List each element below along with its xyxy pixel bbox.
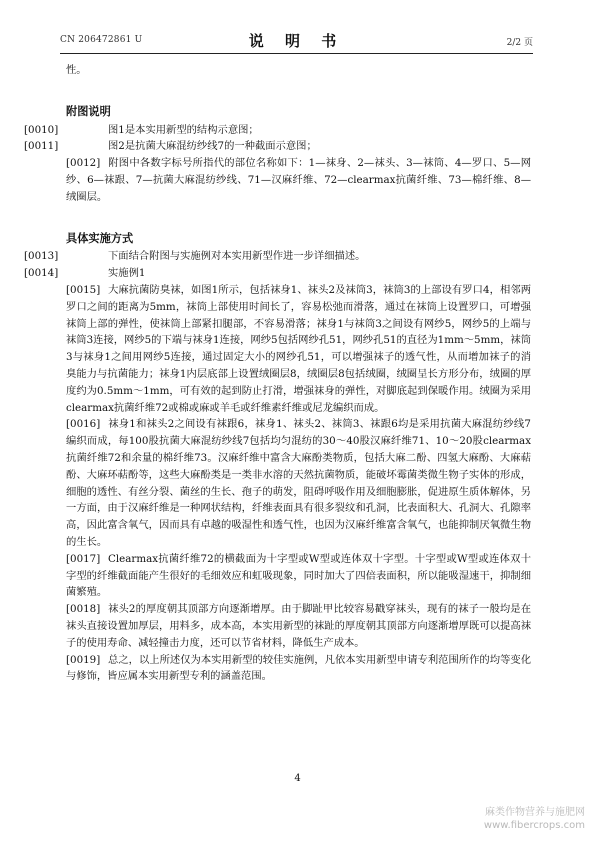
paragraph-0012	[66, 155, 531, 205]
page-number: 4	[294, 773, 301, 784]
paragraph-text: 图1是本实用新型的结构示意图；	[108, 123, 259, 136]
paragraph-tag: [0019]	[66, 653, 101, 666]
paragraph-tag: [0010]	[24, 123, 59, 136]
paragraph-0011	[24, 138, 531, 155]
paragraph-tag: [0018]	[66, 603, 101, 616]
paragraph-text: 图2是抗菌大麻混纺纱线7的一种截面示意图；	[108, 140, 317, 153]
header-divider	[60, 53, 533, 54]
document-body	[24, 62, 531, 685]
paragraph-tag: [0011]	[24, 140, 59, 153]
paragraph-0019	[66, 652, 531, 686]
paragraph-tag: [0012]	[66, 157, 101, 170]
paragraph-text: 附图中各数字标号所指代的部位名称如下：1—袜身、2—袜头、3—袜筒、4—罗口、5—网纱、6—袜跟、7—抗菌大麻混纺纱线、71—汉麻纤维、72—clearmax抗菌纤维、73—棉纤维、8—绒圈层。	[66, 157, 531, 203]
document-title: 说 明 书	[248, 32, 345, 50]
paragraph-0017	[66, 551, 531, 601]
watermark-site-name: 麻类作物营养与施肥网	[485, 807, 585, 818]
section-heading-embodiment: 具体实施方式	[66, 230, 134, 245]
paragraph-text: Clearmax抗菌纤维72的横截面为十字型或W型或连体双十字型。十字型或W型或连体双十字型的纤维截面能产生很好的毛细效应和虹吸现象，同时加大了四倍表面积，所以能吸湿速干，抑制细菌繁殖。	[66, 552, 531, 599]
paragraph-tag: [0014]	[24, 267, 59, 280]
paragraph-0018	[66, 601, 531, 651]
paragraph-text: 袜头2的厚度朝其顶部方向逐渐增厚。由于脚趾甲比较容易戳穿袜头，现有的袜子一般均是在袜头直接设置加厚层，用料多，成本高，本实用新型的袜趾的厚度朝其顶部方向逐渐增厚既可以提高袜子的使用寿命、减轻撞击力度，还可以节省材料，降低生产成本。	[66, 603, 531, 649]
carryover-text: 性。	[66, 64, 87, 76]
paragraph-0015	[66, 282, 531, 416]
paragraph-text: 袜身1和袜头2之间设有袜跟6，袜身1、袜头2、袜筒3、袜跟6均是采用抗菌大麻混纺纱线7编织而成，每100股抗菌大麻混纺纱线7包括均匀混纺的30～40股汉麻纤维71、10～20股clearmax抗菌纤维72和余量的棉纤维73。汉麻纤维中富含大麻酚类物质，包括大麻二酚、四氢大麻酚、大麻萜酚、大麻环萜酚等，这些大麻酚类是一类非水溶的天然抗菌物质，能破坏霉菌类微生物子实体的形成，细胞的透性、有丝分裂、菌丝的生长、孢子的萌发，阻碍呼吸作用及细胞膨胀，促进原生质体解体，另一方面，由于汉麻纤维是一种网状结构，纤维表面具有很多裂纹和孔洞，比表面积大、孔洞大、孔隙率高，因此富含氧气，因而具有卓越的吸湿性和透气性，也因为汉麻纤维富含氧气，也能抑制厌氧微生物的生长。	[66, 418, 531, 548]
section-heading-figures: 附图说明	[66, 103, 111, 118]
page-header	[60, 30, 533, 50]
paragraph-text: 实施例1	[108, 267, 146, 280]
paragraph-0010	[24, 122, 531, 139]
paragraph-0014	[24, 265, 531, 282]
paragraph-text: 下面结合附图与实施例对本实用新型作进一步详细描述。	[108, 250, 366, 263]
site-watermark	[484, 806, 585, 832]
paragraph-0016	[66, 416, 531, 550]
watermark-url: www.fibercrops.com	[483, 820, 585, 831]
paragraph-tag: [0017]	[66, 552, 101, 565]
paragraph-tag: [0013]	[24, 250, 59, 263]
publication-number: CN 206472861 U	[60, 35, 143, 45]
paragraph-tag: [0016]	[66, 418, 101, 431]
paragraph-text: 大麻抗菌防臭袜，如图1所示，包括袜身1、袜头2及袜筒3，袜筒3的上部设有罗口4，相邻两罗口之间的距离为5mm，袜筒上部使用时间长了，容易松弛而滑落，通过在袜筒上设置罗口，可增强袜筒上部的弹性，使袜筒上部紧扣腿部，不容易滑落；袜身1与袜筒3之间设有网纱5，网纱5的上端与袜筒3连接，网纱5的下端与袜身1连接，网纱5包括网纱孔51，网纱孔51的直径为1mm～5mm，袜筒3与袜身1之间用网纱5连接，通过固定大小的网纱孔51，可以增强袜子的透气性，从而增加袜子的消臭能力与抗菌能力；袜身1内层底部上设置绒圈层8，绒圈层8包括绒圈，绒圈呈长方形分布，绒圈的厚度约为0.5mm～1mm，可有效的起到防止打滑，增强袜身的弹性，对脚底起到保暖作用。绒圈为采用clearmax抗菌纤维72或棉或麻或羊毛或纤维素纤维或尼龙编织而成。	[66, 283, 531, 414]
paragraph-tag: [0015]	[66, 283, 101, 296]
page-marker: 2/2 页	[506, 38, 533, 48]
paragraph-text: 总之，以上所述仅为本实用新型的较佳实施例，凡依本实用新型申请专利范围所作的均等变化与修饰，皆应属本实用新型专利的涵盖范围。	[66, 653, 531, 683]
paragraph-0013	[24, 248, 531, 265]
